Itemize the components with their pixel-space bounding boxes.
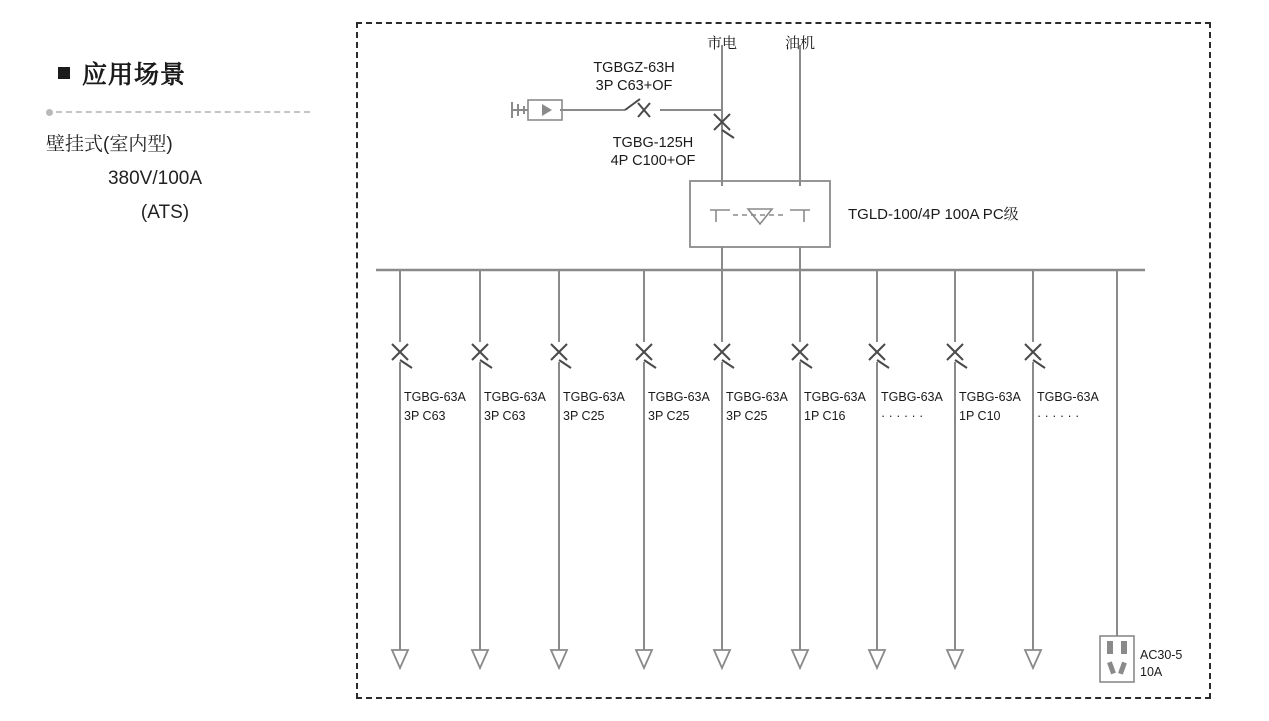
label-feeder-9-spec: · · · · · · [1037,409,1080,423]
caption-line-1: 壁挂式(室内型) [46,134,173,155]
label-feeder-7-name: TGBG-63A [881,390,943,404]
label-feeder-3-name: TGBG-63A [563,390,625,404]
label-feeder-2-name: TGBG-63A [484,390,546,404]
filled-square-icon [58,67,70,79]
label-feeder-1-name: TGBG-63A [404,390,466,404]
label-feeder-9-name: TGBG-63A [1037,390,1099,404]
label-socket-name: AC30-5 [1140,648,1183,662]
caption-line-3: (ATS) [140,202,190,223]
label-feeder-6-name: TGBG-63A [804,390,866,404]
diagram-frame [356,22,1211,699]
label-feeder-6-spec: 1P C16 [804,409,846,423]
dot-icon [46,109,53,116]
label-feeder-1-spec: 3P C63 [404,409,446,423]
label-ats: TGLD-100/4P 100A PC级 [848,206,1019,223]
label-socket-rating: 10A [1140,665,1163,679]
page-title [40,55,310,91]
label-feeder-7-spec: · · · · · · [881,409,924,423]
label-feeder-3-spec: 3P C25 [563,409,605,423]
label-feeder-8-spec: 1P C10 [959,409,1001,423]
caption-line-2: 380V/100A [107,168,203,189]
label-incoming-1-name: TGBGZ-63H [593,60,675,76]
divider [40,107,310,117]
label-feeder-4-spec: 3P C25 [648,409,690,423]
label-feeder-5-spec: 3P C25 [726,409,768,423]
label-feeder-5-name: TGBG-63A [726,390,788,404]
label-generator: 油机 [784,35,816,52]
caption-panel [40,55,310,224]
label-mains: 市电 [706,35,738,52]
dashed-rule [56,111,310,113]
label-feeder-8-name: TGBG-63A [959,390,1021,404]
label-feeder-4-name: TGBG-63A [648,390,710,404]
section-title-text: 应用场景 [82,61,187,89]
label-incoming-2-spec: 4P C100+OF [610,153,696,169]
label-incoming-2-name: TGBG-125H [612,135,694,151]
label-incoming-1-spec: 3P C63+OF [595,78,673,94]
label-feeder-2-spec: 3P C63 [484,409,526,423]
